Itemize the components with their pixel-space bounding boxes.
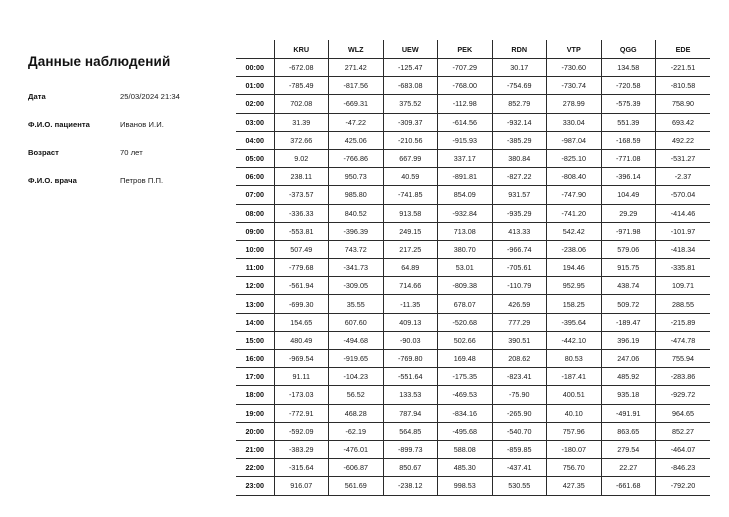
cell-wlz-1200: -309.05 xyxy=(329,277,384,295)
cell-uew-1300: -11.35 xyxy=(383,295,438,313)
cell-qgg-0100: -720.58 xyxy=(601,77,656,95)
cell-rdn-1100: -705.61 xyxy=(492,259,547,277)
cell-vtp-0600: -808.40 xyxy=(547,168,602,186)
observations-table-container xyxy=(236,40,710,496)
table-row xyxy=(236,131,710,149)
cell-rdn-0300: -932.14 xyxy=(492,113,547,131)
cell-rdn-0800: -935.29 xyxy=(492,204,547,222)
cell-wlz-1500: -494.68 xyxy=(329,331,384,349)
column-header-qgg: QGG xyxy=(601,40,656,59)
observations-table xyxy=(236,40,710,496)
row-time-label: 13:00 xyxy=(236,295,274,313)
cell-pek-1200: -809.38 xyxy=(438,277,493,295)
info-label: Дата xyxy=(28,91,46,101)
cell-vtp-2300: 427.35 xyxy=(547,477,602,495)
cell-kru-0400: 372.66 xyxy=(274,131,329,149)
table-row xyxy=(236,168,710,186)
table-row xyxy=(236,368,710,386)
cell-ede-0100: -810.58 xyxy=(656,77,711,95)
cell-pek-0500: 337.17 xyxy=(438,149,493,167)
cell-ede-1300: 288.55 xyxy=(656,295,711,313)
cell-pek-0600: -891.81 xyxy=(438,168,493,186)
cell-vtp-1200: 952.95 xyxy=(547,277,602,295)
cell-qgg-1300: 509.72 xyxy=(601,295,656,313)
table-head xyxy=(236,40,710,59)
cell-pek-0200: -112.98 xyxy=(438,95,493,113)
row-time-label: 04:00 xyxy=(236,131,274,149)
table-row xyxy=(236,222,710,240)
cell-ede-1100: -335.81 xyxy=(656,259,711,277)
cell-kru-2000: -592.09 xyxy=(274,422,329,440)
cell-qgg-1400: -189.47 xyxy=(601,313,656,331)
cell-vtp-2000: 757.96 xyxy=(547,422,602,440)
cell-pek-1300: 678.07 xyxy=(438,295,493,313)
cell-vtp-1600: 80.53 xyxy=(547,350,602,368)
cell-vtp-1800: 400.51 xyxy=(547,386,602,404)
table-row xyxy=(236,313,710,331)
cell-kru-1400: 154.65 xyxy=(274,313,329,331)
cell-wlz-1100: -341.73 xyxy=(329,259,384,277)
cell-kru-0900: -553.81 xyxy=(274,222,329,240)
cell-ede-0700: -570.04 xyxy=(656,186,711,204)
row-time-label: 18:00 xyxy=(236,386,274,404)
cell-ede-0400: 492.22 xyxy=(656,131,711,149)
row-time-label: 01:00 xyxy=(236,77,274,95)
cell-kru-1100: -779.68 xyxy=(274,259,329,277)
cell-uew-1500: -90.03 xyxy=(383,331,438,349)
cell-kru-1600: -969.54 xyxy=(274,350,329,368)
column-header-pek: PEK xyxy=(438,40,493,59)
column-header-vtp: VTP xyxy=(547,40,602,59)
cell-wlz-0900: -396.39 xyxy=(329,222,384,240)
cell-rdn-1500: 390.51 xyxy=(492,331,547,349)
cell-kru-0600: 238.11 xyxy=(274,168,329,186)
cell-wlz-0300: -47.22 xyxy=(329,113,384,131)
cell-rdn-1000: -966.74 xyxy=(492,240,547,258)
row-time-label: 17:00 xyxy=(236,368,274,386)
cell-wlz-0000: 271.42 xyxy=(329,59,384,77)
cell-pek-0300: -614.56 xyxy=(438,113,493,131)
cell-qgg-0200: -575.39 xyxy=(601,95,656,113)
cell-wlz-1000: 743.72 xyxy=(329,240,384,258)
cell-pek-0100: -768.00 xyxy=(438,77,493,95)
cell-vtp-0200: 278.99 xyxy=(547,95,602,113)
cell-pek-2300: 998.53 xyxy=(438,477,493,495)
cell-wlz-0800: 840.52 xyxy=(329,204,384,222)
cell-vtp-2200: 756.70 xyxy=(547,459,602,477)
cell-kru-0500: 9.02 xyxy=(274,149,329,167)
row-time-label: 10:00 xyxy=(236,240,274,258)
cell-wlz-2200: -606.87 xyxy=(329,459,384,477)
cell-uew-2000: 564.85 xyxy=(383,422,438,440)
column-header-rdn: RDN xyxy=(492,40,547,59)
row-time-label: 16:00 xyxy=(236,350,274,368)
cell-pek-2100: 588.08 xyxy=(438,440,493,458)
cell-uew-1400: 409.13 xyxy=(383,313,438,331)
cell-qgg-0900: -971.98 xyxy=(601,222,656,240)
cell-rdn-2000: -540.70 xyxy=(492,422,547,440)
row-time-label: 09:00 xyxy=(236,222,274,240)
table-row xyxy=(236,186,710,204)
info-row xyxy=(28,92,223,101)
table-row xyxy=(236,113,710,131)
cell-uew-1000: 217.25 xyxy=(383,240,438,258)
cell-rdn-1300: 426.59 xyxy=(492,295,547,313)
table-row xyxy=(236,477,710,495)
table-row xyxy=(236,59,710,77)
cell-pek-1500: 502.66 xyxy=(438,331,493,349)
cell-wlz-1800: 56.52 xyxy=(329,386,384,404)
cell-ede-0300: 693.42 xyxy=(656,113,711,131)
cell-vtp-1500: -442.10 xyxy=(547,331,602,349)
cell-kru-1800: -173.03 xyxy=(274,386,329,404)
cell-rdn-0400: -385.29 xyxy=(492,131,547,149)
cell-ede-1500: -474.78 xyxy=(656,331,711,349)
row-time-label: 05:00 xyxy=(236,149,274,167)
table-row xyxy=(236,277,710,295)
cell-wlz-0700: 985.80 xyxy=(329,186,384,204)
cell-kru-0700: -373.57 xyxy=(274,186,329,204)
row-time-label: 23:00 xyxy=(236,477,274,495)
cell-kru-1700: 91.11 xyxy=(274,368,329,386)
cell-qgg-1600: 247.06 xyxy=(601,350,656,368)
cell-pek-1400: -520.68 xyxy=(438,313,493,331)
cell-uew-0200: 375.52 xyxy=(383,95,438,113)
cell-ede-1900: 964.65 xyxy=(656,404,711,422)
cell-qgg-2200: 22.27 xyxy=(601,459,656,477)
cell-pek-1600: 169.48 xyxy=(438,350,493,368)
cell-ede-2300: -792.20 xyxy=(656,477,711,495)
cell-qgg-0600: -396.14 xyxy=(601,168,656,186)
cell-rdn-1800: -75.90 xyxy=(492,386,547,404)
table-corner-header xyxy=(236,40,274,59)
cell-vtp-0000: -730.60 xyxy=(547,59,602,77)
info-label: Возраст xyxy=(28,147,59,157)
cell-vtp-1100: 194.46 xyxy=(547,259,602,277)
page-title: Данные наблюдений xyxy=(28,54,171,69)
cell-pek-0800: -932.84 xyxy=(438,204,493,222)
cell-pek-1100: 53.01 xyxy=(438,259,493,277)
table-body xyxy=(236,59,710,496)
cell-vtp-1400: -395.64 xyxy=(547,313,602,331)
cell-wlz-2100: -476.01 xyxy=(329,440,384,458)
row-time-label: 22:00 xyxy=(236,459,274,477)
info-value: Иванов И.И. xyxy=(120,119,164,129)
cell-wlz-0200: -669.31 xyxy=(329,95,384,113)
table-row xyxy=(236,240,710,258)
table-row xyxy=(236,350,710,368)
column-header-ede: EDE xyxy=(656,40,711,59)
cell-ede-1400: -215.89 xyxy=(656,313,711,331)
row-time-label: 00:00 xyxy=(236,59,274,77)
cell-uew-1800: 133.53 xyxy=(383,386,438,404)
cell-wlz-0400: 425.06 xyxy=(329,131,384,149)
table-row xyxy=(236,259,710,277)
cell-vtp-0500: -825.10 xyxy=(547,149,602,167)
table-row xyxy=(236,331,710,349)
cell-wlz-1600: -919.65 xyxy=(329,350,384,368)
cell-uew-0900: 249.15 xyxy=(383,222,438,240)
row-time-label: 03:00 xyxy=(236,113,274,131)
cell-pek-0000: -707.29 xyxy=(438,59,493,77)
cell-pek-0900: 713.08 xyxy=(438,222,493,240)
row-time-label: 11:00 xyxy=(236,259,274,277)
cell-ede-1800: -929.72 xyxy=(656,386,711,404)
row-time-label: 12:00 xyxy=(236,277,274,295)
cell-uew-1100: 64.89 xyxy=(383,259,438,277)
row-time-label: 14:00 xyxy=(236,313,274,331)
cell-kru-0200: 702.08 xyxy=(274,95,329,113)
cell-uew-0600: 40.59 xyxy=(383,168,438,186)
cell-qgg-0800: 29.29 xyxy=(601,204,656,222)
cell-qgg-2000: 863.65 xyxy=(601,422,656,440)
cell-ede-1000: -418.34 xyxy=(656,240,711,258)
row-time-label: 08:00 xyxy=(236,204,274,222)
table-row xyxy=(236,77,710,95)
cell-vtp-0800: -741.20 xyxy=(547,204,602,222)
info-label: Ф.И.О. пациента xyxy=(28,119,90,129)
row-time-label: 02:00 xyxy=(236,95,274,113)
cell-vtp-1900: 40.10 xyxy=(547,404,602,422)
cell-qgg-1700: 485.92 xyxy=(601,368,656,386)
cell-vtp-1700: -187.41 xyxy=(547,368,602,386)
cell-rdn-1900: -265.90 xyxy=(492,404,547,422)
table-row xyxy=(236,440,710,458)
row-time-label: 21:00 xyxy=(236,440,274,458)
cell-kru-1300: -699.30 xyxy=(274,295,329,313)
cell-pek-2000: -495.68 xyxy=(438,422,493,440)
cell-wlz-0600: 950.73 xyxy=(329,168,384,186)
cell-ede-0900: -101.97 xyxy=(656,222,711,240)
cell-wlz-1400: 607.60 xyxy=(329,313,384,331)
cell-uew-2200: 850.67 xyxy=(383,459,438,477)
cell-qgg-1800: 935.18 xyxy=(601,386,656,404)
cell-kru-1000: 507.49 xyxy=(274,240,329,258)
cell-uew-2300: -238.12 xyxy=(383,477,438,495)
cell-qgg-1000: 579.06 xyxy=(601,240,656,258)
cell-rdn-1700: -823.41 xyxy=(492,368,547,386)
cell-vtp-0900: 542.42 xyxy=(547,222,602,240)
cell-ede-2200: -846.23 xyxy=(656,459,711,477)
info-label: Ф.И.О. врача xyxy=(28,175,77,185)
cell-ede-2100: -464.07 xyxy=(656,440,711,458)
cell-wlz-2000: -62.19 xyxy=(329,422,384,440)
table-row xyxy=(236,459,710,477)
cell-ede-0000: -221.51 xyxy=(656,59,711,77)
cell-pek-0700: 854.09 xyxy=(438,186,493,204)
cell-rdn-0100: -754.69 xyxy=(492,77,547,95)
cell-kru-2300: 916.07 xyxy=(274,477,329,495)
cell-rdn-1600: 208.62 xyxy=(492,350,547,368)
cell-ede-1700: -283.86 xyxy=(656,368,711,386)
cell-rdn-1400: 777.29 xyxy=(492,313,547,331)
cell-rdn-2200: -437.41 xyxy=(492,459,547,477)
cell-qgg-1500: 396.19 xyxy=(601,331,656,349)
cell-ede-0600: -2.37 xyxy=(656,168,711,186)
info-value: Петров П.П. xyxy=(120,175,164,185)
info-field-list xyxy=(28,92,223,185)
cell-qgg-2100: 279.54 xyxy=(601,440,656,458)
cell-qgg-0400: -168.59 xyxy=(601,131,656,149)
column-header-uew: UEW xyxy=(383,40,438,59)
column-header-kru: KRU xyxy=(274,40,329,59)
info-row xyxy=(28,120,223,129)
cell-kru-1500: 480.49 xyxy=(274,331,329,349)
patient-info-panel xyxy=(28,55,223,204)
cell-rdn-0500: 380.84 xyxy=(492,149,547,167)
table-row xyxy=(236,95,710,113)
table-row xyxy=(236,386,710,404)
table-header-row xyxy=(236,40,710,59)
cell-qgg-1100: 915.75 xyxy=(601,259,656,277)
cell-qgg-2300: -661.68 xyxy=(601,477,656,495)
cell-uew-1600: -769.80 xyxy=(383,350,438,368)
info-value: 70 лет xyxy=(120,147,143,157)
table-row xyxy=(236,204,710,222)
cell-uew-0400: -210.56 xyxy=(383,131,438,149)
row-time-label: 20:00 xyxy=(236,422,274,440)
table-row xyxy=(236,422,710,440)
cell-wlz-2300: 561.69 xyxy=(329,477,384,495)
row-time-label: 15:00 xyxy=(236,331,274,349)
cell-uew-0100: -683.08 xyxy=(383,77,438,95)
cell-uew-0500: 667.99 xyxy=(383,149,438,167)
column-header-wlz: WLZ xyxy=(329,40,384,59)
cell-vtp-2100: -180.07 xyxy=(547,440,602,458)
table-row xyxy=(236,295,710,313)
cell-wlz-0100: -817.56 xyxy=(329,77,384,95)
cell-ede-2000: 852.27 xyxy=(656,422,711,440)
cell-rdn-0600: -827.22 xyxy=(492,168,547,186)
row-time-label: 07:00 xyxy=(236,186,274,204)
cell-vtp-0700: -747.90 xyxy=(547,186,602,204)
row-time-label: 06:00 xyxy=(236,168,274,186)
cell-uew-0300: -309.37 xyxy=(383,113,438,131)
cell-rdn-0900: 413.33 xyxy=(492,222,547,240)
cell-wlz-0500: -766.86 xyxy=(329,149,384,167)
cell-qgg-1200: 438.74 xyxy=(601,277,656,295)
cell-rdn-0000: 30.17 xyxy=(492,59,547,77)
cell-pek-0400: -915.93 xyxy=(438,131,493,149)
cell-qgg-1900: -491.91 xyxy=(601,404,656,422)
info-row xyxy=(28,176,223,185)
cell-kru-0300: 31.39 xyxy=(274,113,329,131)
cell-ede-0500: -531.27 xyxy=(656,149,711,167)
cell-pek-1900: -834.16 xyxy=(438,404,493,422)
cell-rdn-2100: -859.85 xyxy=(492,440,547,458)
cell-uew-2100: -899.73 xyxy=(383,440,438,458)
cell-vtp-1000: -238.06 xyxy=(547,240,602,258)
cell-rdn-1200: -110.79 xyxy=(492,277,547,295)
cell-vtp-0400: -987.04 xyxy=(547,131,602,149)
cell-uew-1700: -551.64 xyxy=(383,368,438,386)
cell-pek-1700: -175.35 xyxy=(438,368,493,386)
info-value: 25/03/2024 21:34 xyxy=(120,91,180,101)
info-row xyxy=(28,148,223,157)
cell-uew-1200: 714.66 xyxy=(383,277,438,295)
cell-uew-0000: -125.47 xyxy=(383,59,438,77)
cell-ede-1200: 109.71 xyxy=(656,277,711,295)
cell-kru-0100: -785.49 xyxy=(274,77,329,95)
cell-kru-1900: -772.91 xyxy=(274,404,329,422)
cell-kru-0000: -672.08 xyxy=(274,59,329,77)
cell-rdn-2300: 530.55 xyxy=(492,477,547,495)
cell-kru-1200: -561.94 xyxy=(274,277,329,295)
cell-qgg-0500: -771.08 xyxy=(601,149,656,167)
cell-ede-0200: 758.90 xyxy=(656,95,711,113)
cell-qgg-0700: 104.49 xyxy=(601,186,656,204)
cell-vtp-0300: 330.04 xyxy=(547,113,602,131)
row-time-label: 19:00 xyxy=(236,404,274,422)
cell-kru-0800: -336.33 xyxy=(274,204,329,222)
cell-pek-2200: 485.30 xyxy=(438,459,493,477)
cell-qgg-0300: 551.39 xyxy=(601,113,656,131)
cell-wlz-1300: 35.55 xyxy=(329,295,384,313)
table-row xyxy=(236,149,710,167)
cell-vtp-0100: -730.74 xyxy=(547,77,602,95)
cell-pek-1000: 380.70 xyxy=(438,240,493,258)
cell-wlz-1700: -104.23 xyxy=(329,368,384,386)
cell-rdn-0200: 852.79 xyxy=(492,95,547,113)
cell-uew-0800: 913.58 xyxy=(383,204,438,222)
cell-qgg-0000: 134.58 xyxy=(601,59,656,77)
cell-pek-1800: -469.53 xyxy=(438,386,493,404)
table-row xyxy=(236,404,710,422)
cell-rdn-0700: 931.57 xyxy=(492,186,547,204)
cell-uew-0700: -741.85 xyxy=(383,186,438,204)
cell-ede-1600: 755.94 xyxy=(656,350,711,368)
cell-uew-1900: 787.94 xyxy=(383,404,438,422)
cell-kru-2200: -315.64 xyxy=(274,459,329,477)
cell-kru-2100: -383.29 xyxy=(274,440,329,458)
cell-vtp-1300: 158.25 xyxy=(547,295,602,313)
cell-ede-0800: -414.46 xyxy=(656,204,711,222)
cell-wlz-1900: 468.28 xyxy=(329,404,384,422)
